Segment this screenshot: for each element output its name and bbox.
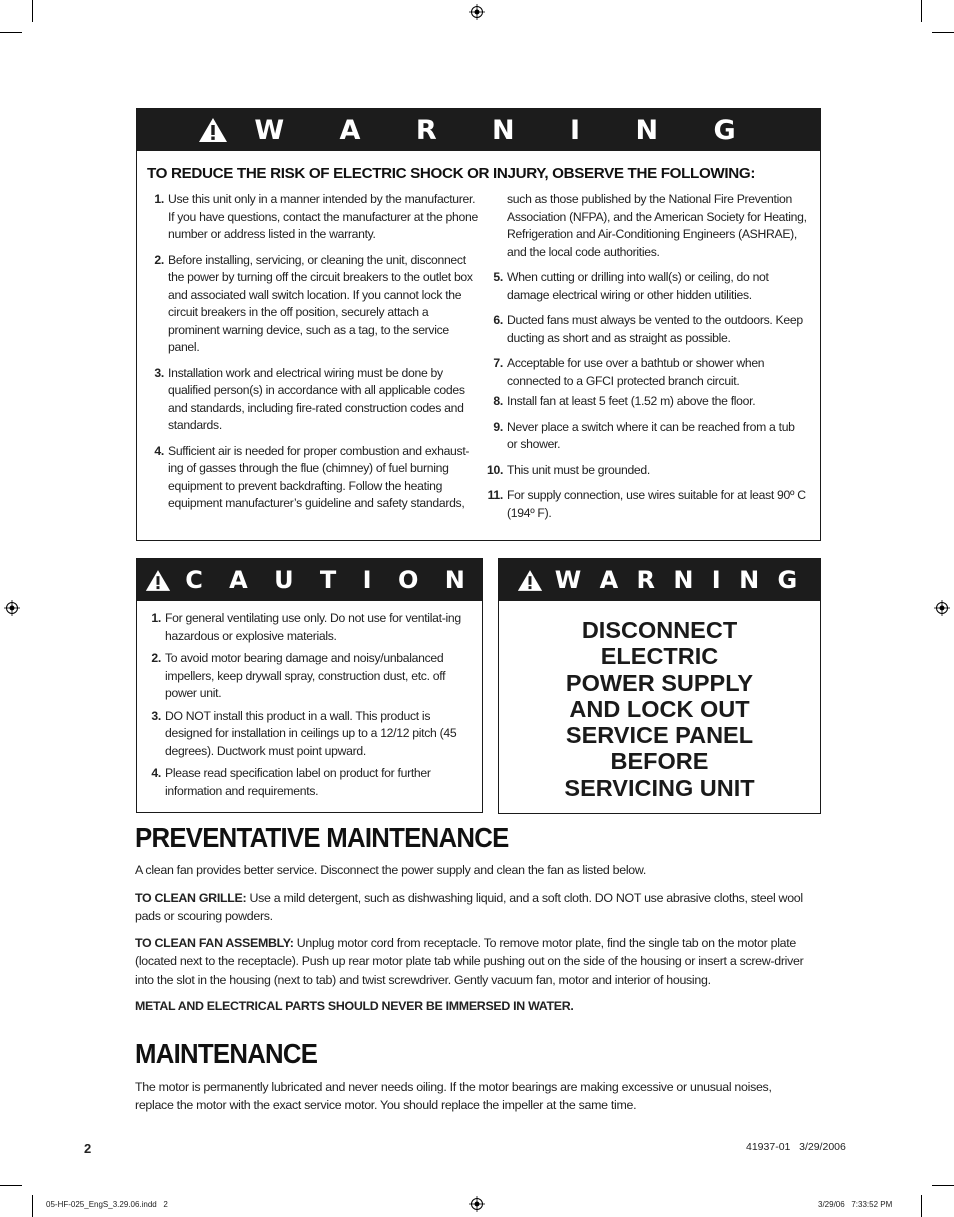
warning-column-left: [154, 191, 478, 521]
list-item: [154, 443, 478, 513]
item-number: 10.: [487, 462, 504, 477]
crop-mark: [32, 0, 33, 22]
registration-mark-icon: [469, 4, 485, 20]
item-text: For supply connection, use wires suitable for at least 90º C (194º F).: [507, 488, 806, 520]
preventative-maintenance-title: PREVENTATIVE MAINTENANCE: [135, 822, 509, 853]
list-item: [151, 610, 471, 645]
warning-banner: [499, 559, 820, 601]
list-item: [493, 419, 807, 454]
clean-grille-label: TO CLEAN GRILLE:: [135, 891, 247, 905]
item-text: such as those published by the National Fire Prevention Association (NFPA), and the American Society for Heating, Refrigeration and Air-Conditioning Engineers (ASHRAE), and the local code authorities.: [507, 192, 807, 259]
print-slug-right: 3/29/06 7:33:52 PM: [818, 1200, 893, 1209]
item-number: 11.: [487, 488, 503, 502]
warning-box-right: [498, 558, 821, 814]
warning-triangle-icon: [198, 117, 228, 143]
item-number: 7.: [493, 356, 503, 370]
list-item: [154, 252, 478, 357]
list-item: [151, 650, 471, 703]
list-item: [493, 355, 807, 390]
item-text: Acceptable for use over a bathtub or shower when connected to a GFCI protected branch circuit.: [507, 356, 765, 388]
warning-line: SERVICING UNIT: [564, 774, 755, 801]
item-number: 4.: [154, 443, 164, 458]
item-number: 9.: [493, 419, 503, 434]
warning-banner-text: W A R N I N G: [254, 114, 759, 146]
crop-mark: [0, 32, 22, 33]
registration-mark-icon: [4, 600, 20, 616]
item-text: Installation work and electrical wiring must be done by qualified person(s) in accordance with all applicable codes and standards, including fire-rated construction codes and standards.: [168, 365, 465, 432]
warning-banner-text: W A R N I N G: [554, 566, 803, 594]
item-number: 2.: [154, 252, 164, 267]
list-item: [507, 191, 807, 261]
crop-mark: [921, 1195, 922, 1217]
item-text: DO NOT install this product in a wall. This product is designed for installation in ceilings up to a 12/12 pitch (45 degrees). Ductwork must point upward.: [165, 708, 457, 758]
clean-grille-paragraph: [135, 889, 825, 926]
warning-column-right: [487, 191, 807, 530]
crop-mark: [0, 1185, 22, 1186]
clean-grille-text: Use a mild detergent, such as dishwashing liquid, and a soft cloth. DO NOT use abrasive cloths, steel wool pads or scouring powders.: [135, 891, 803, 924]
item-text: Use this unit only in a manner intended by the manufacturer. If you have questions, contact the manufacturer at the phone number or address listed in the warranty.: [168, 192, 478, 241]
caution-banner: [137, 559, 482, 601]
warning-box-top: [136, 108, 821, 541]
registration-mark-icon: [934, 600, 950, 616]
item-text: Before installing, servicing, or cleaning the unit, disconnect the power by turning off the circuit breakers to the outlet box and associated wall switch location. If you cannot lock the circuit breakers in the off position, securely attach a prominent warning device, such as a tag, to the service panel.: [168, 252, 473, 354]
item-number: 5.: [493, 270, 503, 284]
item-number: 3.: [154, 365, 164, 380]
warning-triangle-icon: [517, 569, 543, 592]
item-text: Ducted fans must always be vented to the outdoors. Keep ducting as short and as straight as possible.: [507, 313, 803, 345]
metal-parts-note: METAL AND ELECTRICAL PARTS SHOULD NEVER BE IMMERSED IN WATER.: [135, 999, 574, 1013]
item-text: When cutting or drilling into wall(s) or ceiling, do not damage electrical wiring or other hidden utilities.: [507, 270, 769, 302]
item-number: 6.: [493, 313, 503, 327]
item-text: Install fan at least 5 feet (1.52 m) above the floor.: [507, 394, 756, 408]
list-item: [151, 765, 471, 800]
item-text: Sufficient air is needed for proper combustion and exhaust-ing of gasses through the flue (chimney) of fuel burning equipment to prevent backdrafting. Follow the heating equipment manufacturer’s guideline and safety standards,: [168, 443, 470, 510]
item-number: 1.: [151, 611, 161, 625]
maintenance-title: MAINTENANCE: [135, 1038, 318, 1069]
list-item: [493, 269, 807, 304]
list-item: [493, 312, 807, 347]
caution-banner-text: C A U T I O N: [185, 566, 474, 594]
crop-mark: [921, 0, 922, 22]
list-item: [154, 365, 478, 435]
list-item: [487, 462, 807, 480]
registration-mark-icon: [469, 1196, 485, 1212]
clean-fan-paragraph: [135, 934, 825, 989]
clean-fan-label: TO CLEAN FAN ASSEMBLY:: [135, 936, 294, 950]
warning-line: DISCONNECT: [581, 617, 738, 643]
disconnect-warning-text: [499, 617, 820, 801]
list-item: [493, 393, 807, 411]
warning-line: AND LOCK OUT: [569, 695, 750, 722]
clean-fan-text: Unplug motor cord from receptacle. To remove motor plate, find the single tab on the motor plate (located next to the receptacle). Push up rear motor plate tab while pushing out on the side of the housing or insert a screw-driver into the slot in the housing (next to tab) and twist screwdriver. Gently vacuum fan, motor and interior of housing.: [135, 936, 804, 987]
caution-list: [151, 610, 471, 808]
warning-triangle-icon: [145, 569, 171, 592]
item-number: 3.: [151, 708, 161, 723]
item-text: Never place a switch where it can be reached from a tub or shower.: [507, 419, 795, 451]
document-code: 41937-01 3/29/2006: [746, 1141, 846, 1153]
item-text: To avoid motor bearing damage and noisy/unbalanced impellers, keep drywall spray, construction dust, etc. off power unit.: [165, 651, 446, 700]
item-number: 8.: [493, 394, 503, 408]
item-text: Please read specification label on product for further information and requirements.: [165, 766, 431, 798]
crop-mark: [932, 32, 954, 33]
warning-line: ELECTRIC: [600, 643, 719, 670]
preventative-intro: A clean fan provides better service. Disconnect the power supply and clean the fan as listed below.: [135, 863, 646, 877]
item-text: This unit must be grounded.: [507, 462, 650, 477]
list-item: [151, 708, 471, 761]
item-number: 1.: [154, 192, 164, 206]
crop-mark: [932, 1185, 954, 1186]
warning-subhead: TO REDUCE THE RISK OF ELECTRIC SHOCK OR INJURY, OBSERVE THE FOLLOWING:: [147, 165, 756, 182]
maintenance-text: The motor is permanently lubricated and never needs oiling. If the motor bearings are making excessive or unusual noises, replace the motor with the exact service motor. You should replace the impeller at the same time.: [135, 1080, 772, 1113]
item-number: 2.: [151, 651, 161, 665]
warning-line: SERVICE PANEL: [565, 722, 754, 749]
warning-line: BEFORE: [610, 748, 709, 775]
warning-line: POWER SUPPLY: [565, 669, 754, 696]
print-slug-left: 05-HF-025_EngS_3.29.06.indd 2: [46, 1200, 168, 1209]
warning-banner: [137, 109, 820, 151]
page-number: 2: [84, 1141, 92, 1156]
list-item: [154, 191, 478, 244]
caution-box: [136, 558, 483, 813]
crop-mark: [32, 1195, 33, 1217]
item-text: For general ventilating use only. Do not use for ventilat-ing hazardous or explosive materials.: [165, 611, 461, 643]
item-number: 4.: [151, 766, 161, 780]
list-item: [487, 487, 807, 522]
